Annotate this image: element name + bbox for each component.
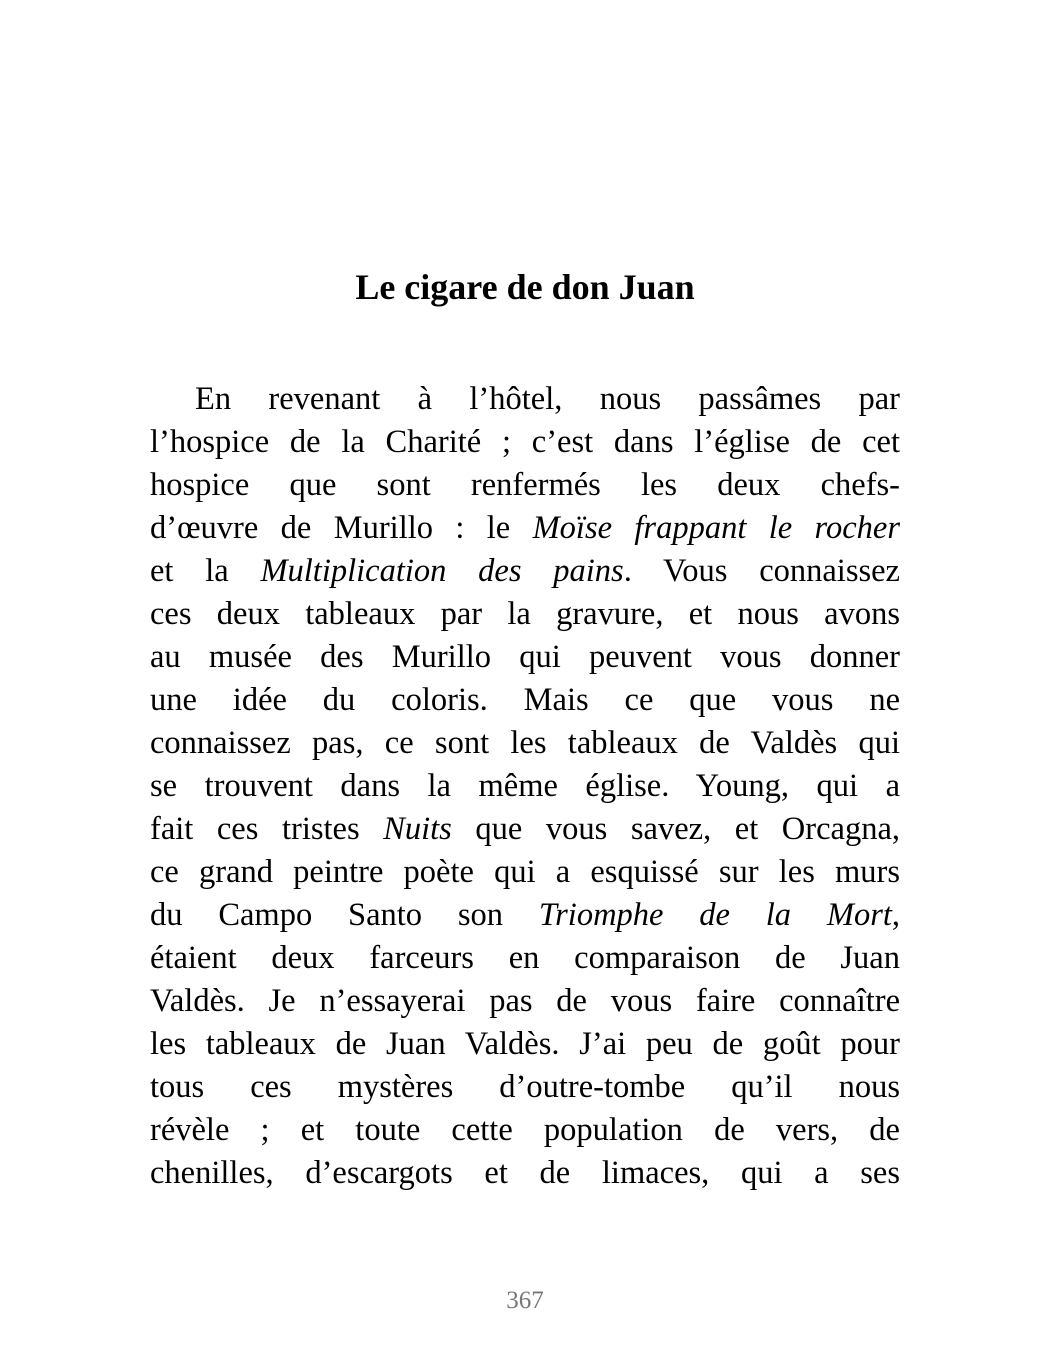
italic-title: Multiplication des pains <box>260 553 624 589</box>
italic-title: Moïse frappant le rocher <box>532 510 900 546</box>
text-line: et la Multiplication des pains. Vous connaissez <box>150 553 900 589</box>
text-line: au musée des Murillo qui peuvent vous donner <box>150 639 900 675</box>
text-line: Valdès. Je n’essayerai pas de vous faire connaître <box>150 983 900 1019</box>
text-line: révèle ; et toute cette population de vers, de <box>150 1112 900 1148</box>
text-line: étaient deux farceurs en comparaison de Juan <box>150 940 900 976</box>
page-number: 367 <box>506 1287 544 1314</box>
text-line: se trouvent dans la même église. Young, qui a <box>150 768 900 804</box>
italic-title: Nuits <box>383 811 452 847</box>
text-line: du Campo Santo son Triomphe de la Mort, <box>150 897 901 933</box>
text-line: En revenant à l’hôtel, nous passâmes par <box>195 381 900 417</box>
text-line: une idée du coloris. Mais ce que vous ne <box>150 682 900 718</box>
text-line: ce grand peintre poète qui a esquissé sur les murs <box>150 854 900 890</box>
italic-title: Triomphe de la Mort <box>538 897 892 933</box>
page-title: Le cigare de don Juan <box>355 267 695 307</box>
text-line: connaissez pas, ce sont les tableaux de Valdès qui <box>150 725 900 761</box>
text-line: tous ces mystères d’outre-tombe qu’il nous <box>150 1069 900 1105</box>
text-line: les tableaux de Juan Valdès. J’ai peu de goût pour <box>150 1026 900 1062</box>
body-paragraph <box>150 378 900 1195</box>
text-line: ces deux tableaux par la gravure, et nous avons <box>150 596 900 632</box>
text-line: hospice que sont renfermés les deux chefs- <box>150 467 900 503</box>
text-line: chenilles, d’escargots et de limaces, qui a ses <box>150 1155 900 1191</box>
text-line: fait ces tristes Nuits que vous savez, et Orcagna, <box>150 811 900 847</box>
text-line: d’œuvre de Murillo : le Moïse frappant le rocher <box>150 510 900 546</box>
text-line: l’hospice de la Charité ; c’est dans l’église de cet <box>150 424 900 460</box>
